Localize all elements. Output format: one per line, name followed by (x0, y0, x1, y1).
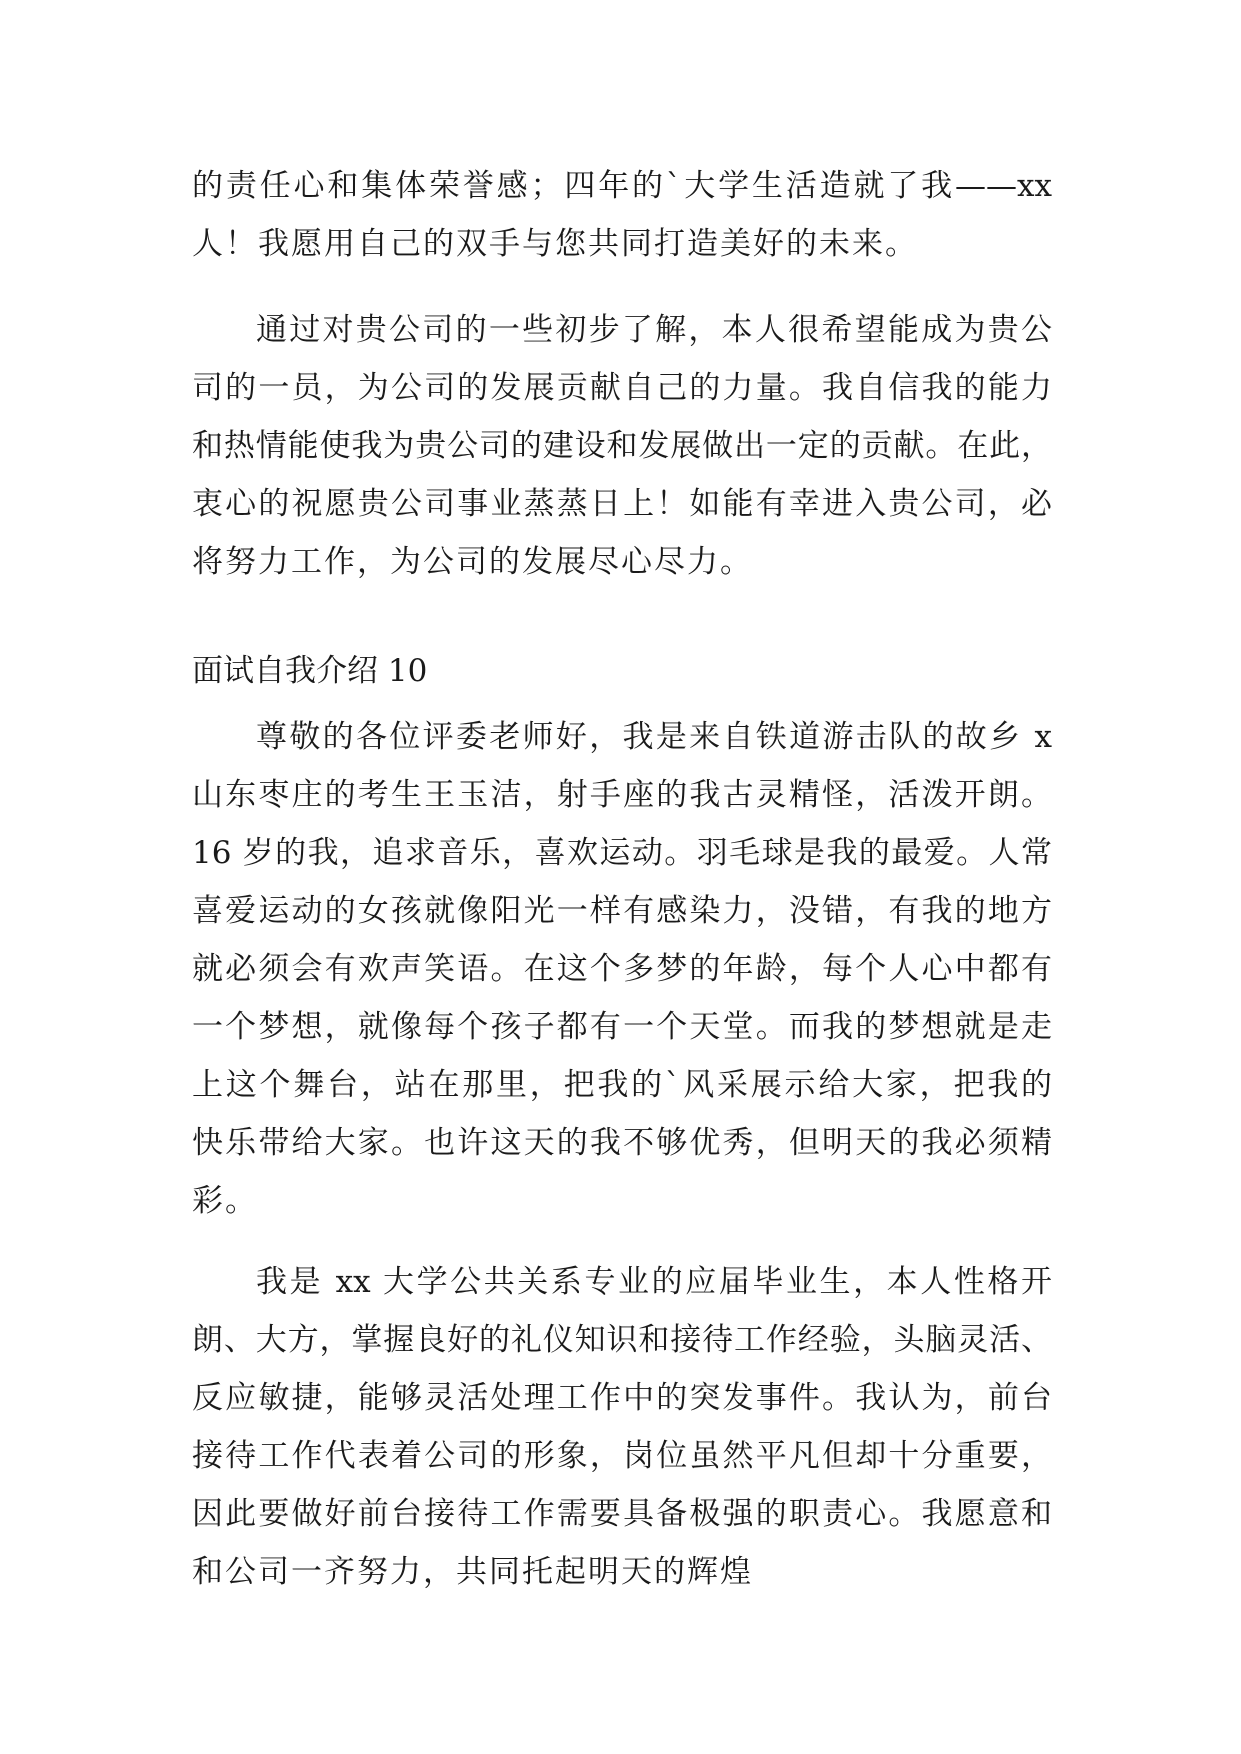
section-heading: 面试自我介绍 10 (192, 653, 428, 689)
text-line: 16 岁的我，追求音乐，喜欢运动。羽毛球是我的最爱。人常 (192, 835, 1052, 871)
text-line: 我是 xx 大学公共关系专业的应届毕业生，本人性格开 (256, 1264, 1052, 1300)
text-line: 喜爱运动的女孩就像阳光一样有感染力，没错，有我的地方 (192, 893, 1052, 929)
text-line: 就必须会有欢声笑语。在这个多梦的年龄，每个人心中都有 (192, 951, 1052, 987)
text-line: 衷心的祝愿贵公司事业蒸蒸日上！如能有幸进入贵公司，必 (192, 486, 1052, 522)
text-line: 的责任心和集体荣誉感；四年的`大学生活造就了我——xx (192, 168, 1052, 204)
text-line: 因此要做好前台接待工作需要具备极强的职责心。我愿意和 (192, 1496, 1052, 1532)
text-line: 司的一员，为公司的发展贡献自己的力量。我自信我的能力 (192, 370, 1052, 406)
text-line: 朗、大方，掌握良好的礼仪知识和接待工作经验，头脑灵活、 (192, 1322, 1052, 1358)
text-line: 将努力工作，为公司的发展尽心尽力。 (192, 544, 753, 580)
text-line: 接待工作代表着公司的形象，岗位虽然平凡但却十分重要， (192, 1438, 1052, 1474)
text-line: 和公司一齐努力，共同托起明天的辉煌 (192, 1554, 753, 1590)
text-line: 上这个舞台，站在那里，把我的`风采展示给大家，把我的 (192, 1067, 1052, 1103)
text-line: 通过对贵公司的一些初步了解，本人很希望能成为贵公 (256, 312, 1052, 348)
text-line: 人！我愿用自己的双手与您共同打造美好的未来。 (192, 226, 918, 262)
text-line: 尊敬的各位评委老师好，我是来自铁道游击队的故乡 x (256, 719, 1052, 755)
text-line: 反应敏捷，能够灵活处理工作中的突发事件。我认为，前台 (192, 1380, 1052, 1416)
text-line: 一个梦想，就像每个孩子都有一个天堂。而我的梦想就是走 (192, 1009, 1052, 1045)
text-line: 彩。 (192, 1183, 258, 1219)
text-line: 快乐带给大家。也许这天的我不够优秀，但明天的我必须精 (192, 1125, 1052, 1161)
text-line: 山东枣庄的考生王玉洁，射手座的我古灵精怪，活泼开朗。 (192, 777, 1052, 813)
text-line: 和热情能使我为贵公司的建设和发展做出一定的贡献。在此， (192, 428, 1052, 464)
